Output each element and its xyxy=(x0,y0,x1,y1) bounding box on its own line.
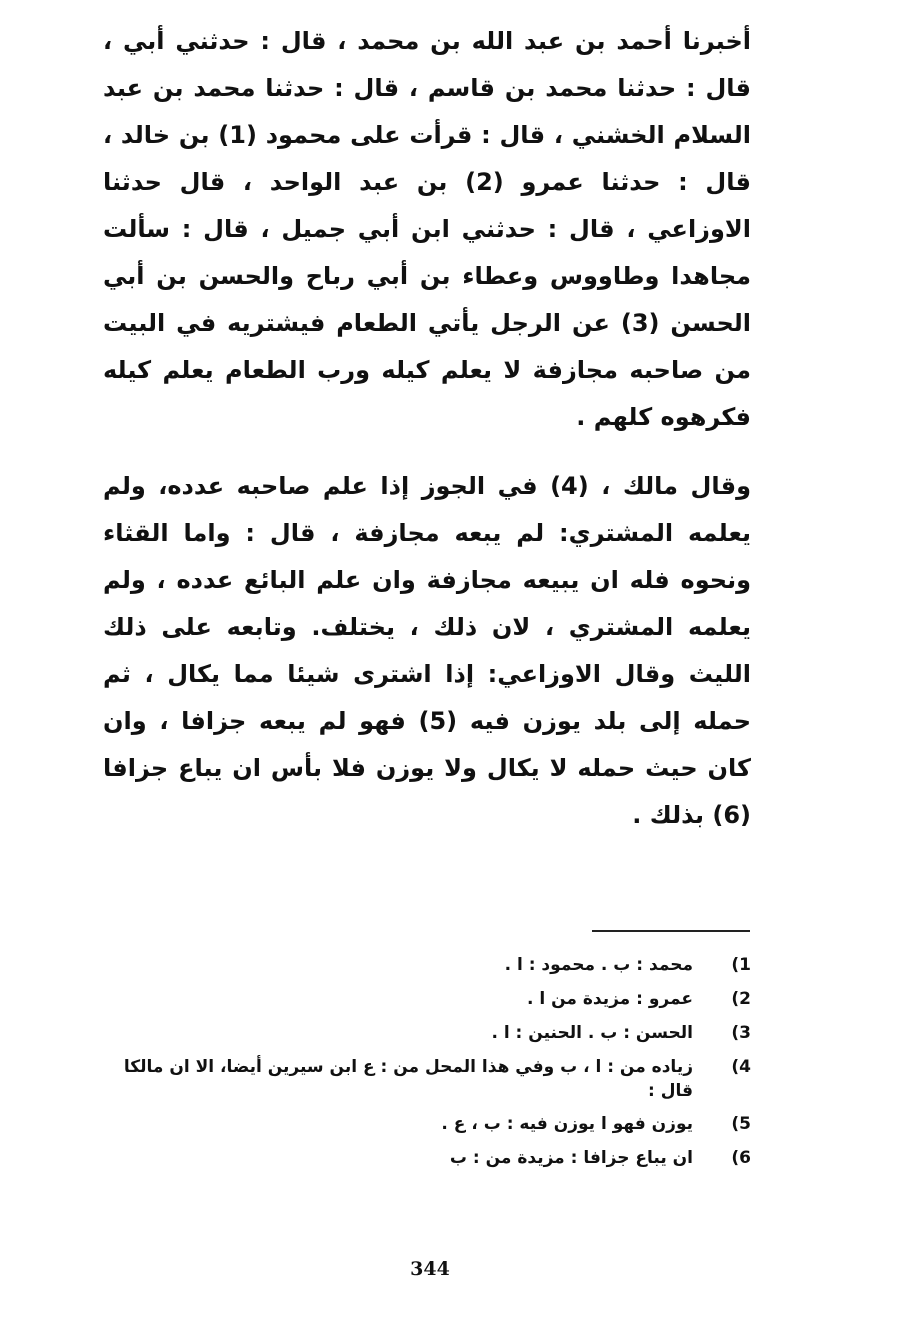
footnote-number: (1 xyxy=(731,955,751,975)
footnote-text: محمد : ب . محمود : ا . xyxy=(504,955,693,975)
footnote-2 xyxy=(105,982,751,1016)
paragraph-2: وقال مالك ، (4) في الجوز إذا علم صاحبه عدده، ولم يعلمه المشتري: لم يبعه مجازفة ، قال : واما القثاء ونحوه فله ان يبيعه مجازفة وان علم البائع عدده ، ولم يعلمه المشتري ، لان ذلك ، يختلف. وتابعه على ذلك الليث وقال الاوزاعي: إذا اشترى شيئا مما يكال ، ثم حمله إلى بلد يوزن فيه (5) فهو لم يبعه جزافا ، وان كان حيث حمله لا يكال ولا يوزن فلا بأس ان يباع جزافا (6) بذلك . xyxy=(103,472,752,829)
footnote-number: (6 xyxy=(731,1148,751,1168)
footnote-text: زياده من : ا ، ب وفي هذا المحل من : ع ابن سيرين أيضا، الا ان مالكا قال : xyxy=(123,1057,693,1101)
footnote-number: (3 xyxy=(731,1023,751,1043)
footnote-1 xyxy=(105,948,751,982)
main-text xyxy=(103,18,751,839)
page-number: 344 xyxy=(410,1258,450,1280)
footnote-4 xyxy=(105,1050,751,1103)
footnote-text: ان يباع جزافا : مزيدة من : ب xyxy=(449,1148,693,1168)
footnote-text: عمرو : مزيدة من ا . xyxy=(527,989,693,1009)
footnote-3 xyxy=(105,1016,751,1050)
footnote-6 xyxy=(105,1141,751,1175)
footnote-number: (5 xyxy=(731,1114,751,1134)
footnote-text: الحسن : ب . الحنين : ا . xyxy=(491,1023,693,1043)
footnotes-list xyxy=(105,948,751,1175)
footnote-5 xyxy=(105,1107,751,1141)
footnote-text: يوزن فهو ا يوزن فيه : ب ، ع . xyxy=(441,1114,693,1134)
footnote-number: (2 xyxy=(731,989,751,1009)
paragraph-1: أخبرنا أحمد بن عبد الله بن محمد ، قال : حدثني أبي ، قال : حدثنا محمد بن قاسم ، قال : حدثنا محمد بن عبد السلام الخشني ، قال : قرأت على محمود (1) بن خالد ، قال : حدثنا عمرو (2) بن عبد الواحد ، قال حدثنا الاوزاعي ، قال : حدثني ابن أبي جميل ، قال : سألت مجاهدا وطاووس وعطاء بن أبي رباح والحسن بن أبي الحسن (3) عن الرجل يأتي الطعام فيشتريه في البيت من صاحبه مجازفة لا يعلم كيله ورب الطعام يعلم كيله فكرهوه كلهم . xyxy=(103,27,752,431)
footnote-separator xyxy=(592,930,750,932)
footnote-number: (4 xyxy=(731,1057,751,1077)
